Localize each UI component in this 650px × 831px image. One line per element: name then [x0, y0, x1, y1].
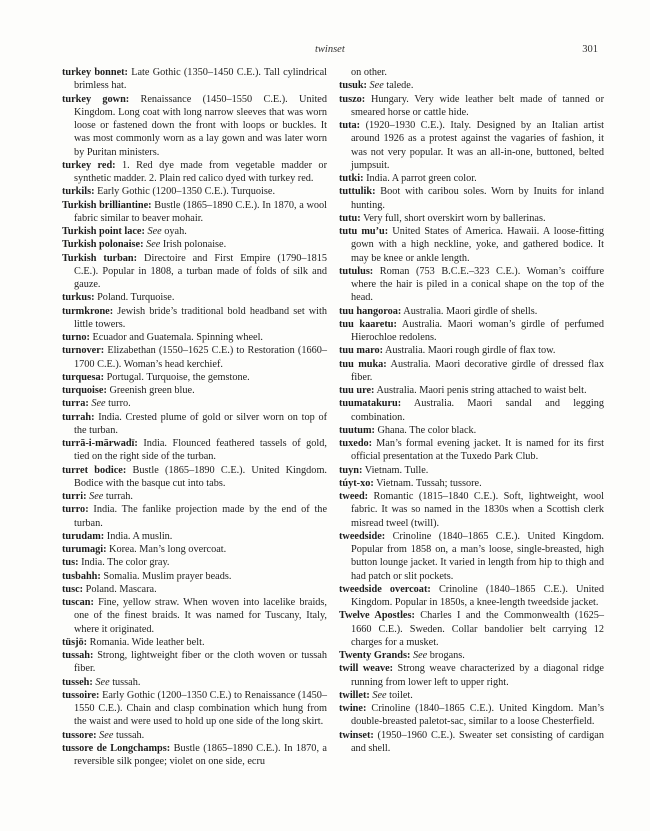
dictionary-entry [339, 212, 604, 225]
dictionary-entry [339, 702, 604, 729]
entry-headword: tusbahh: [62, 570, 101, 582]
entry-definition: tussah. [113, 729, 145, 741]
dictionary-entry [62, 649, 327, 676]
entry-definition: Directoire and First Empire (1790–1815 C.E.). Popular in 1808, a turban made of folds of silk and gauze. [74, 252, 328, 290]
entry-definition: Bustle (1865–1890 C.E.). United Kingdom. Bodice with the basque cut into tabs. [74, 464, 327, 489]
entry-definition: Late Gothic (1350–1450 C.E.). Tall cylindrical brimless hat. [74, 67, 327, 92]
entry-headword: Twelve Apostles: [339, 610, 415, 622]
entry-definition: 1. Red dye made from vegetable madder or synthetic madder. 2. Plain red calico dyed with turkey red. [74, 159, 327, 184]
entry-definition: United States of America. Hawaii. A loose-fitting gown with a high neckline, yoke, and gathered bodice. It may be knee or ankle length. [351, 226, 604, 264]
right-column [339, 66, 604, 768]
dictionary-entry [339, 689, 604, 702]
entry-headword: turkey red: [62, 159, 116, 171]
entry-headword: tussore de Longchamps: [62, 742, 171, 754]
entry-headword: tusc: [62, 583, 84, 595]
entry-definition: Vietnam. Tussah; tussore. [373, 477, 482, 489]
dictionary-entry [339, 172, 604, 185]
entry-definition: (1920–1930 C.E.). Italy. Designed by an Italian artist around 1926 as a protest against the vagaries of fashion, it was not very popular. It was an all-in-one, buttoned, belted jumpsuit. [351, 120, 604, 171]
entry-definition: Ghana. The color black. [374, 424, 477, 436]
dictionary-entry [339, 384, 604, 397]
dictionary-entry [62, 344, 327, 371]
entry-headword: turno: [62, 332, 90, 343]
entry-definition: Crinoline (1840–1865 C.E.). United Kingdom. Popular from 1858 on, a man’s loose, single-breasted, high button lounge jacket. It varied in length from hip to thigh and had patch or slit pockets. [351, 530, 604, 582]
dictionary-entry [62, 729, 327, 742]
entry-definition: Vietnam. Tulle. [362, 464, 429, 476]
entry-definition: Hungary. Very wide leather belt made of tanned or smeared horse or cattle hide. [351, 93, 604, 118]
dictionary-entry [339, 119, 604, 172]
entry-headword: turret bodice: [62, 464, 127, 476]
entry-definition: India. Flounced feathered tassels of gold, tied on the right side of the turban. [74, 438, 327, 463]
entry-definition: Poland. Mascara. [83, 583, 157, 595]
dictionary-entry [62, 371, 327, 384]
entry-definition: Australia. Maori rough girdle of flax tow. [383, 345, 556, 357]
dictionary-entry [339, 318, 604, 345]
entry-headword: twillet: [339, 689, 370, 701]
entry-definition: Australia. Maori woman’s girdle of perfumed Hierochloe redolens. [351, 318, 604, 343]
entry-definition: Roman (753 B.C.E.–323 C.E.). Woman’s coiffure where the hair is piled in a conical shape on the top of the head. [351, 265, 604, 304]
entry-headword: tusuk: [339, 80, 367, 92]
dictionary-entry [339, 93, 604, 120]
entry-headword: tweed: [339, 491, 369, 502]
entry-headword: turri: [62, 491, 87, 502]
dictionary-entry [62, 437, 327, 464]
dictionary-entry [339, 397, 604, 424]
entry-definition: India. The fanlike projection made by the end of the turban. [74, 504, 327, 529]
dictionary-entry [339, 464, 604, 477]
entry-definition: Romantic (1815–1840 C.E.). Soft, lightweight, wool fabric. It was so named in the 1830s when a Scottish clerk misread tweel (twill). [351, 491, 604, 529]
dictionary-entry [62, 676, 327, 689]
entry-definition: Australia. Maori sandal and legging combination. [351, 398, 604, 423]
entry-headword: tussoire: [62, 689, 100, 701]
entry-definition: Australia. Maori decorative girdle of dressed flax fiber. [351, 358, 604, 383]
dictionary-entry [62, 689, 327, 729]
entry-headword: tuta: [339, 120, 361, 131]
entry-definition: Portugal. Turquoise, the gemstone. [104, 371, 250, 383]
dictionary-entry [62, 742, 327, 769]
dictionary-entry [339, 358, 604, 385]
entry-headword: turquesa: [62, 371, 105, 383]
see-reference: See [144, 226, 162, 237]
entry-headword: tussore: [62, 729, 97, 741]
entry-headword: turmkrone: [62, 305, 114, 317]
dictionary-entry [62, 291, 327, 304]
dictionary-entry [339, 225, 604, 265]
see-reference: See [86, 491, 104, 502]
dictionary-entry [62, 185, 327, 198]
entry-headword: tus: [62, 557, 79, 569]
entry-definition: brogans. [427, 650, 465, 661]
entry-headword: tweedside: [339, 530, 386, 542]
entry-headword: tuscan: [62, 597, 94, 608]
entry-headword: tussah: [62, 650, 94, 661]
dictionary-entry [339, 490, 604, 530]
entry-definition: Early Gothic (1200–1350 C.E.). Turquoise. [94, 186, 276, 198]
entry-headword: tutulus: [339, 265, 374, 277]
entry-definition: Greenish green blue. [106, 385, 195, 396]
entry-definition: India. The color gray. [78, 557, 170, 569]
entry-definition: Man’s formal evening jacket. It is named for its first official presentation at the Tuxedo Park Club. [351, 438, 604, 463]
entry-headword: turquoise: [62, 385, 107, 396]
entry-headword: Twenty Grands: [339, 650, 411, 661]
entry-definition: Australia. Maori girdle of shells. [401, 305, 538, 317]
entry-headword: tuutum: [339, 424, 375, 436]
entry-headword: turkils: [62, 186, 95, 198]
entry-headword: turumagi: [62, 544, 107, 555]
entry-definition: Early Gothic (1200–1350 C.E.) to Renaissance (1450–1550 C.E.). Chain and clasp combination which hung from the waist and were used to hold up one side of the long skirt. [74, 689, 327, 728]
entry-headword: turrah: [62, 411, 95, 423]
entry-definition: Australia. Maori penis string attached to waist belt. [374, 385, 587, 396]
dictionary-entry [339, 609, 604, 649]
dictionary-entry [62, 66, 327, 93]
dictionary-entry [62, 305, 327, 332]
entry-definition: Poland. Turquoise. [94, 292, 175, 304]
dictionary-entry [62, 411, 327, 438]
entry-definition: Strong weave characterized by a diagonal ridge running from lower left to upper right. [351, 663, 604, 688]
entry-headword: turudam: [62, 530, 105, 542]
dictionary-entry [62, 636, 327, 649]
entry-definition: Very full, short overskirt worn by ballerinas. [360, 212, 546, 224]
dictionary-entry [62, 238, 327, 251]
entry-definition: tussah. [109, 676, 141, 688]
dictionary-entry [62, 490, 327, 503]
entry-definition: Romania. Wide leather belt. [87, 636, 205, 648]
entry-definition: (1950–1960 C.E.). Sweater set consisting of cardigan and shell. [351, 729, 604, 754]
entry-headword: Turkish brilliantine: [62, 199, 152, 211]
entry-headword: turra: [62, 398, 89, 410]
entry-definition: turrah. [103, 491, 133, 502]
entry-headword: tuu kaaretu: [339, 318, 397, 330]
entry-headword: tuumatakuru: [339, 398, 402, 410]
entry-definition: Fine, yellow straw. When woven into lacelike braids, one of the finest braids. It was named for Tuscany, Italy, where it originated. [74, 597, 327, 635]
running-head: twinset [315, 44, 345, 55]
dictionary-entry [62, 397, 327, 410]
entry-headword: Turkish point lace: [62, 226, 145, 237]
dictionary-entry [339, 185, 604, 212]
dictionary-entry [339, 305, 604, 318]
dictionary-entry [62, 503, 327, 530]
entry-definition: Korea. Man’s long overcoat. [106, 544, 227, 555]
entry-definition: turro. [105, 398, 131, 410]
see-reference: See [92, 676, 110, 688]
dictionary-entry [62, 464, 327, 491]
entry-headword: tutki: [339, 173, 364, 184]
entry-definition: Irish polonaise. [160, 239, 227, 251]
entry-definition: Crinoline (1840–1865 C.E.). United Kingdom. Popular in 1850s, a knee-length tweedside jacket. [351, 583, 604, 608]
entry-definition: Jewish bride’s traditional bold headband set with little towers. [74, 305, 327, 330]
dictionary-entry [339, 424, 604, 437]
dictionary-entry [339, 649, 604, 662]
dictionary-entry [339, 79, 604, 92]
entry-headword: turkey gown: [62, 93, 130, 105]
entry-headword: twinset: [339, 729, 374, 741]
dictionary-entry [62, 252, 327, 292]
entry-definition: oyah. [161, 226, 187, 237]
dictionary-entry [339, 729, 604, 756]
dictionary-entry [62, 384, 327, 397]
page-number: 301 [582, 44, 598, 55]
entry-headword: turkus: [62, 292, 95, 304]
entry-definition: Boot with caribou soles. Worn by Inuits for inland hunting. [351, 186, 604, 211]
dictionary-entry [62, 159, 327, 186]
dictionary-entry [62, 570, 327, 583]
entry-definition: Strong, lightweight fiber or the cloth woven or tussah fiber. [74, 650, 327, 675]
entry-definition: Ecuador and Guatemala. Spinning wheel. [89, 332, 263, 343]
entry-headword: tweedside overcoat: [339, 583, 431, 595]
see-reference: See [88, 398, 106, 410]
dictionary-entry [339, 662, 604, 689]
entry-definition: India. A muslin. [104, 530, 173, 542]
entry-headword: twill weave: [339, 663, 394, 675]
entry-headword: tuttulik: [339, 186, 376, 198]
entry-headword: turnover: [62, 345, 105, 357]
dictionary-entry [339, 530, 604, 583]
dictionary-entry [339, 583, 604, 610]
dictionary-entry [62, 530, 327, 543]
entry-headword: Turkish polonaise: [62, 239, 144, 251]
entry-headword: tuu maro: [339, 345, 384, 357]
see-reference: See [96, 729, 114, 741]
dictionary-entry [339, 344, 604, 357]
entry-headword: tuu ure: [339, 385, 375, 396]
entry-headword: tutu mu’u: [339, 226, 389, 237]
see-reference: See [366, 80, 384, 92]
entry-definition: India. A parrot green color. [363, 173, 477, 184]
see-reference: See [143, 239, 161, 251]
entry-headword: tuyn: [339, 464, 363, 476]
entry-definition: Bustle (1865–1890 C.E.). In 1870, a reversible silk pongee; violet on one side, ecru [74, 742, 327, 767]
left-column [62, 66, 327, 768]
entry-headword: turrā-i-mārwadī: [62, 438, 138, 449]
see-reference: See [369, 689, 387, 701]
entry-headword: Turkish turban: [62, 252, 138, 264]
dictionary-entry [339, 437, 604, 464]
dictionary-entry [62, 331, 327, 344]
entry-headword: tusseh: [62, 676, 93, 688]
dictionary-entry [62, 556, 327, 569]
entry-definition: Crinoline (1840–1865 C.E.). United Kingdom. Man’s double-breasted paletot-sac, similar to a loose Chesterfield. [351, 703, 604, 728]
entry-definition: talede. [383, 80, 414, 92]
dictionary-entry [62, 93, 327, 159]
entry-headword: tuszo: [339, 93, 366, 105]
dictionary-entry [339, 66, 604, 79]
dictionary-entry [62, 583, 327, 596]
entry-headword: túyt-xo: [339, 477, 374, 489]
dictionary-entry [62, 225, 327, 238]
entry-headword: tuu muka: [339, 358, 387, 370]
entry-headword: tuxedo: [339, 438, 373, 449]
entry-definition: Elizabethan (1550–1625 C.E.) to Restoration (1660–1700 C.E.). Woman’s head kerchief. [74, 345, 327, 370]
see-reference: See [410, 650, 428, 661]
entry-headword: turro: [62, 504, 89, 516]
entry-definition: toilet. [386, 689, 413, 701]
entry-headword: turkey bonnet: [62, 67, 128, 78]
dictionary-entry [62, 596, 327, 636]
columns [62, 66, 604, 768]
entry-headword: tüsjö: [62, 636, 88, 648]
entry-definition: on other. [351, 67, 387, 78]
dictionary-entry [62, 543, 327, 556]
entry-definition: India. Crested plume of gold or silver worn on top of the turban. [74, 411, 327, 436]
entry-definition: Renaissance (1450–1550 C.E.). United Kingdom. Long coat with long narrow sleeves that was worn loose or fastened down the front with loops or buckles. It was most commonly worn as a lay gown and was later worn by Puritan ministers. [74, 93, 327, 158]
entry-headword: twine: [339, 703, 367, 714]
dictionary-entry [339, 477, 604, 490]
entry-definition: Bustle (1865–1890 C.E.). In 1870, a wool fabric similar to beaver mohair. [74, 199, 327, 224]
entry-headword: tuu hangoroa: [339, 305, 402, 317]
entry-definition: Charles I and the Commonwealth (1625–1660 C.E.). Sweden. Collar bandolier belt carrying 12 charges for a musket. [351, 610, 604, 648]
entry-definition: Somalia. Muslim prayer beads. [100, 570, 232, 582]
dictionary-entry [62, 199, 327, 226]
entry-headword: tutu: [339, 212, 361, 224]
dictionary-entry [339, 265, 604, 305]
